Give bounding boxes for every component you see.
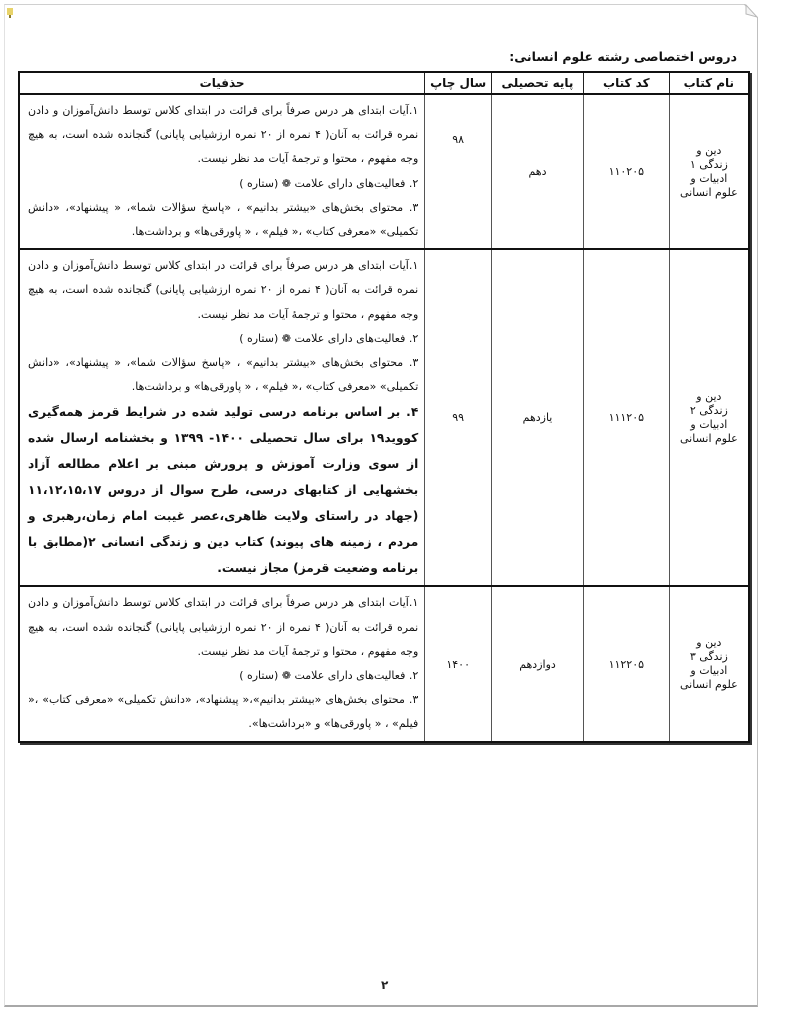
book-name-line: ادبیات و [690, 171, 728, 185]
book-name-line: علوم انسانی [679, 431, 738, 445]
book-name-line: دین و [696, 143, 722, 157]
page-number: ۲ [381, 978, 389, 992]
book-code-cell: ۱۱۲۲۰۵ [583, 586, 669, 741]
deletion-item: ۱.آیات ابتدای هر درس صرفاً برای قرائت در ابتدای کلاس توسط دانش‌آموزان و دادن نمره قرائت به آنان( ۴ نمره از ۲۰ نمره ارزشیابی پایانی) گنجانده شده است، به هیچ وجه مفهوم ، محتوا و ترجمهٔ آیات مد نظر نیست. [28, 596, 419, 658]
deletions-cell [19, 586, 425, 741]
pin-icon [7, 5, 13, 15]
book-code-cell: ۱۱۱۲۰۵ [583, 249, 669, 586]
book-name-line: علوم انسانی [679, 185, 738, 199]
table-row [19, 249, 749, 586]
book-name-cell [669, 249, 749, 586]
book-name-line: دین و [696, 636, 722, 650]
page-fold-icon [744, 4, 758, 18]
table-row [19, 94, 749, 249]
table-header-row [19, 72, 749, 94]
book-code-cell: ۱۱۰۲۰۵ [583, 94, 669, 249]
grade-cell: دهم [492, 94, 584, 249]
deletion-item: ۱.آیات ابتدای هر درس صرفاً برای قرائت در ابتدای کلاس توسط دانش‌آموزان و دادن نمره قرائت به آنان( ۴ نمره از ۲۰ نمره ارزشیابی پایانی) گنجانده شده است، به هیچ وجه مفهوم ، محتوا و ترجمهٔ آیات مد نظر نیست. [28, 104, 419, 166]
deletion-item: ۱.آیات ابتدای هر درس صرفاً برای قرائت در ابتدای کلاس توسط دانش‌آموزان و دادن نمره قرائت به آنان( ۴ نمره از ۲۰ نمره ارزشیابی پایانی) گنجانده شده است، به هیچ وجه مفهوم ، محتوا و ترجمهٔ آیات مد نظر نیست. [28, 259, 419, 321]
deletions-cell [19, 249, 425, 586]
book-name-line: زندگی ۳ [689, 650, 728, 664]
deletion-item: ۳. محتوای بخش‌های «بیشتر بدانیم» ، «پاسخ سؤالات شما»، « پیشنهاد»، «دانش تکمیلی» «معرفی کتاب» ،« فیلم» ، « پاورقی‌ها» و برداشت‌ها. [28, 200, 419, 239]
header-deletions: حذفیات [19, 72, 425, 94]
book-name-line: ادبیات و [690, 417, 728, 431]
deletion-item-covid-note: ۴. بر اساس برنامه درسی تولید شده در شرایط قرمز همه‌گیری کووید۱۹ برای سال تحصیلی ۱۴۰۰- ۱۳۹۹ و بخشنامه ارسال شده از سوی وزارت آموزش و پرورش مبنی بر اعلام مطالعه آزاد بخشهایی از کتابهای درسی، طرح سوال از دروس ۱۱،۱۲،۱۵،۱۷ (جهاد در راستای ولایت ظاهری،عصر غیبت امام زمان،رهبری و مردم ، زمینه های پیوند) کتاب دین و زندگی انسانی ۲(مطابق با برنامه وضعیت قرمز) مجاز نیست. [28, 405, 419, 576]
book-name-line: ادبیات و [690, 664, 728, 678]
header-grade: پایه تحصیلی [492, 72, 584, 94]
header-book-name: نام کتاب [669, 72, 749, 94]
header-print-year: سال چاپ [425, 72, 492, 94]
print-year-cell: ۹۹ [425, 249, 492, 586]
deletion-item: ۳. محتوای بخش‌های «بیشتر بدانیم» ، «پاسخ سؤالات شما»، « پیشنهاد»، «دانش تکمیلی» «معرفی کتاب» ،« فیلم» ، « پاورقی‌ها» و برداشت‌ها. [28, 356, 419, 394]
book-name-cell [669, 586, 749, 741]
grade-cell: دوازدهم [492, 586, 584, 741]
deletions-cell [19, 94, 425, 249]
deletion-item: ۲. فعالیت‌های دارای علامت ❁ (ستاره ) [239, 176, 419, 190]
book-name-line: علوم انسانی [679, 678, 738, 692]
deletion-item: ۲. فعالیت‌های دارای علامت ❁ (ستاره ) [239, 669, 419, 683]
deletion-item: ۳. محتوای بخش‌های «بیشتر بدانیم»،« پیشنهاد»، «دانش تکمیلی» «معرفی کتاب» ،« فیلم» ، « پاورقی‌ها» و «برداشت‌ها». [28, 693, 419, 731]
grade-cell: یازدهم [492, 249, 584, 586]
document-page [4, 4, 758, 1007]
book-name-cell [669, 94, 749, 249]
deletion-item: ۲. فعالیت‌های دارای علامت ❁ (ستاره ) [239, 331, 419, 345]
section-title: دروس اختصاصی رشته علوم انسانی: [509, 49, 737, 64]
book-name-line: زندگی ۱ [689, 157, 728, 171]
book-name-line: دین و [696, 389, 722, 403]
deletions-table [18, 71, 750, 743]
table-row [19, 586, 749, 741]
print-year-cell: ۱۴۰۰ [425, 586, 492, 741]
print-year-cell: ۹۸ [425, 94, 492, 249]
header-book-code: کد کتاب [583, 72, 669, 94]
book-name-line: زندگی ۲ [689, 403, 728, 417]
